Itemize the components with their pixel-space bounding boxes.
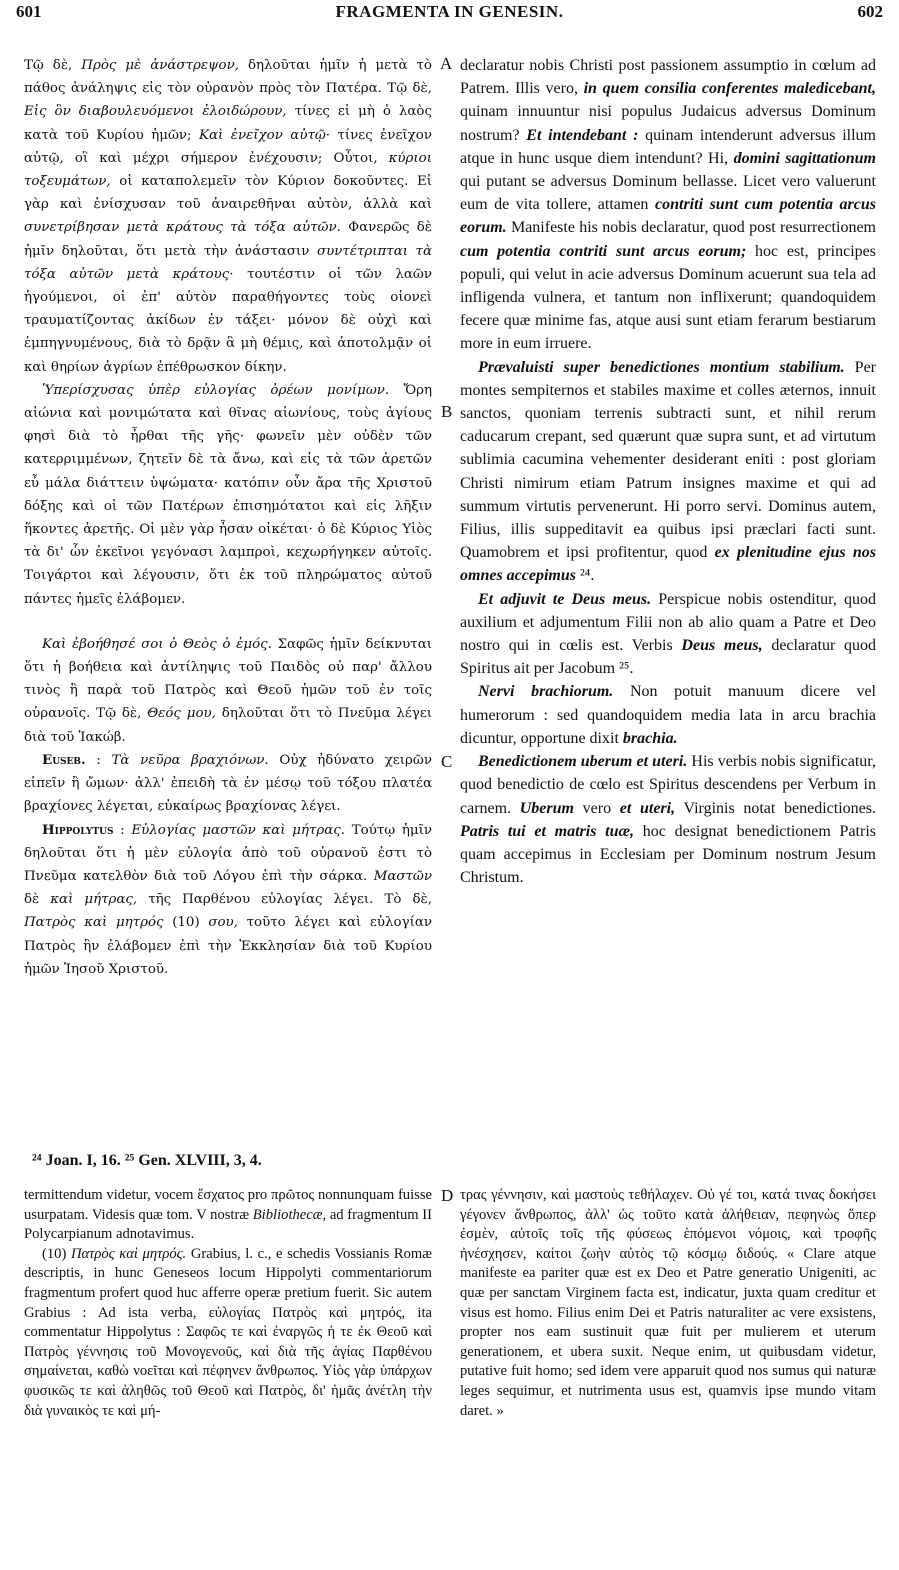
note-paragraph-1: termittendum videtur, vocem ἔσχατος pro πρῶτος nonnunquam fuisse usurpatam. Videsis quæ tom. V nostræ Bibliothecæ, ad fragmentum II Polycarpianum adnotavimus. [24,1187,432,1243]
latin-paragraph-3: Et adjuvit te Deus meus. Perspicue nobis ostenditur, quod auxilium et adjumentum Filii non ab alio quam a Patre et Deo nostro qui in cœlis est. Verbis Deus meus, declaratur quod Spiritus ait per Jacobum ²⁵. [460,590,876,678]
footnote-references: ²⁴ Joan. I, 16. ²⁵ Gen. XLVIII, 3, 4. [32,1152,262,1169]
latin-column [460,54,876,1124]
page-number-left: 601 [16,2,42,21]
latin-paragraph-1: declaratur nobis Christi post passionem assumptio in cœlum ad Patrem. Illis vero, in quem consilia conferentes maledicebant, quinam innuuntur nisi populus Judaicus adversus Dominum nostrum? Et intendebant : quinam intenderunt adversus illum atque in hunc usque diem intendunt? Hi, domini sagittationum qui putant se adversus Dominum bellasse. Licet vero valuerunt eum de vita tollere, attamen contriti sunt cum potentia arcus eorum. Manifeste his nobis declaratur, quod post resurrectionem cum potentia contriti sunt arcus eorum; hoc est, principes populi, qui velut in acie adversus Dominum acuerunt sua tela ad infligenda vulnera, et tantum non inflixerunt; quandoquidem fecere quæ minime fas, atque ausi sunt etiam ferarum bestiarum more in eum irruere. [460,57,876,353]
latin-paragraph-2: Prævaluisti super benedictiones montium stabilium. Per montes sempiternos et stabiles maxime et colles æternos, innuit sanctos, quoniam terrenis subtracti sunt, et nihil rerum caducarum crepant, sed quærunt quæ supra sunt, et ad virtutum sublimia cacumina vehementer desiderant eniti : post gloriam Christi nimirum etiam Patrum insignes maxime et qui ad summum virtutis pervenerunt. Hi porro servi. Dominus autem, Filius, illis suppeditavit ea quibus ipsi præclari facti sunt. Quamobrem et ipsi profitentur, quod ex plenitudine ejus nos omnes accepimus ²⁴. [460,358,876,585]
margin-letter-d: D [441,1186,454,1205]
page-number-right: 602 [857,2,883,21]
latin-paragraph-4: Nervi brachiorum. Non potuit manuum dicere vel humerorum : sed quandoquidem media lata in arcu brachia dicuntur, opportune dixit brachia. [460,683,876,747]
margin-letter-c: C [441,752,453,771]
running-title: FRAGMENTA IN GENESIN. [335,2,564,21]
greek-paragraph-4: Euseb. : Τὰ νεῦρα βραχιόνων. Οὐχ ἠδύνατο χειρῶν εἰπεῖν ἢ ὤμων· ἀλλ' ἐπειδὴ τὰ ἐν μέσῳ τοῦ τόξου πλατέα βραχίονες λέγεται, εὐκαίρως βραχίονας λέγει. [24,751,432,815]
running-header [16,2,883,24]
notes-right-column [460,1186,876,1506]
greek-paragraph-1: Τῷ δὲ, Πρὸς μὲ ἀνάστρεψον, δηλοῦται ἡμῖν ἡ μετὰ τὸ πάθος ἀνάληψις εἰς τὸν οὐρανὸν πρὸς τὸν Πατέρα. Τῷ δὲ, Εἰς ὃν διαβουλευόμενοι ἐλοιδώρουν, τίνες εἰ μὴ ὁ λαὸς κατὰ τοῦ Κυρίου ἡμῶν; Καὶ ἐνεῖχον αὐτῷ· τίνες ἐνεῖχον αὐτῷ, οἳ καὶ μέχρι σήμερον ἐνέχουσιν; Οὗτοι, κύριοι τοξευμάτων, οἱ καταπολεμεῖν τὸν Κύριον δοκοῦντες. Εἰ γὰρ καὶ ἐνίσχυσαν τοῦ ἀναιρεθῆναι αὐτὸν, ἀλλὰ καὶ συνετρίβησαν μετὰ κράτους τὰ τόξα αὐτῶν. Φανερῶς δὲ ἡμῖν δηλοῦται, ὅτι μετὰ τὴν ἀνάστασιν συντέτριπται τὰ τόξα αὐτῶν μετὰ κράτους· τουτέστιν οἱ τῶν λαῶν ἡγούμενοι, οἱ ἐπ' αὐτὸν παραθήγοντες τοὺς οἱονεὶ τραυματίζοντας ἀκίδων ἐν τάξει· μόνον δὲ οὐχὶ καὶ ἐμπηγνυμένους, διὰ τὸ δρᾷν ἃ μὴ θέμις, καὶ ἀποτολμᾷν οἱ καὶ θηρίων ἀγρίων ἐπέθρωσκον δίκην. [24,58,432,375]
note-paragraph-10: (10) Πατρὸς καὶ μητρός. Grabius, l. c., e schedis Vossianis Romæ descriptis, in hunc Geneseos locum Hippolyti commentariorum fragmentum profert quod huc afferre operæ pretium fuerit. Sic autem Grabius : Ad ista verba, εὐλογίας Πατρὸς καὶ μητρός, ita commentatur Hippolytus : Σαφῶς τε καὶ ἐναργῶς ἡ τε ἐκ Θεοῦ καὶ Πατρὸς γέννησις τοῦ Μονογενοῦς, καὶ διὰ τῆς ἁγίας Παρθένου σημαίνεται, καθὼ νοεῖται καὶ πέφηνεν ἄνθρωπος. Υἱὸς γὰρ ὑπάρχων φυσικῶς τε καὶ ἀληθῶς τοῦ Θεοῦ καὶ Πατρὸς, δι' ἡμᾶς ἀνέτλη τὴν διὰ γυναικὸς τε καὶ μή- [24,1245,432,1419]
margin-letter-a: A [440,54,453,73]
note-paragraph-continued: τρας γέννησιν, καὶ μαστοὺς τεθήλαχεν. Οὐ γέ τοι, κατά τινας δοκήσει γέγονεν ἄνθρωπος, ἀλλ' ὡς τοῦτο κατὰ ἀλήθειαν, πεφηνὼς ὅπερ ἐσμὲν, αὐτοῖς τοῖς τῆς φύσεως ἑπόμενοι νόμοις, καὶ τροφῆς ἠνέσχησεν, καίτοι ζωὴν αὐτὸς τῷ κόσμῳ διδούς. « Clare atque manifeste ea pariter quæ est ex Deo et Patre generatio Unigeniti, ac quæ per sanctam Virginem facta est, indicatur, juxta quam creditur et visus est homo. Filius enim Dei et Patris naturaliter ac vere exsistens, propter nos eam sustinuit quæ fuit per mulierem et uterum generationem, et ubera suxit. Neque enim, ut quibusdam videtur, putative fuit homo; sed idem vere apparuit quod nos sumus qui naturæ leges sequimur, et nutrimenta usus est, quamvis ipse mundo vitam daret. » [460,1187,876,1419]
greek-paragraph-5: Hippolytus : Εὐλογίας μαστῶν καὶ μήτρας. Τούτῳ ἡμῖν δηλοῦται ὅτι ἡ μὲν εὐλογία ἀπὸ τοῦ οὐρανοῦ ἐστι τὸ Πνεῦμα κατελθὸν διὰ τοῦ Λόγου ἐπὶ τὴν σάρκα. Μαστῶν δὲ καὶ μήτρας, τῆς Παρθένου εὐλογίας λέγει. Τὸ δὲ, Πατρὸς καὶ μητρός (10) σου, τοῦτο λέγει καὶ εὐλογίαν Πατρὸς ἣν ἐλάβομεν ἐπὶ τὴν Ἐκκλησίαν διὰ τοῦ Κυρίου ἡμῶν Ἰησοῦ Χριστοῦ. [24,821,432,977]
greek-column [24,54,432,1144]
notes-left-column [24,1186,432,1558]
greek-paragraph-2: Ὑπερίσχυσας ὑπὲρ εὐλογίας ὀρέων μονίμων. Ὄρη αἰώνια καὶ μονιμώτατα καὶ θῖνας αἰωνίους, τοὺς ἁγίους φησὶ διὰ τὸ ἦρθαι τῆς γῆς· φωνεῖν μὲν οὐδὲν τῶν κατερριμμένων, ζητεῖν δὲ τὰ ἄνω, καὶ εἰς τὰ τῶν ἀρετῶν εὖ μάλα διάττειν ὑψώματα· κατόπιν οὖν ἄρα τῆς Χριστοῦ δόξης καὶ οἱ τῶν Πατέρων ἐπισημότατοι καὶ εἰς λῆξιν ἥκοντες ἀρετῆς. Οἱ μὲν γὰρ ἦσαν οἰκέται· ὁ δὲ Κύριος Υἱὸς τὰ δι' ὧν ἐκεῖνοι γεγόνασι λαμπροὶ, κεχωρήγηκεν αὐτοῖς. Τοιγάρτοι καὶ λέγουσιν, ὅτι ἐκ τοῦ πληρώματος αὐτοῦ πάντες ἡμεῖς ἐλάβομεν. [24,382,432,607]
margin-letter-b: B [441,402,453,421]
greek-paragraph-3: Καὶ ἐβοήθησέ σοι ὁ Θεὸς ὁ ἐμός. Σαφῶς ἡμῖν δείκνυται ὅτι ἡ βοήθεια καὶ ἀντίληψις τοῦ Παιδὸς οὐ παρ' ἄλλου τινὸς ἢ παρὰ τοῦ Πατρὸς καὶ Θεοῦ ἡμῶν τοῦ ἐν τοῖς οὐρανοῖς. Τῷ δὲ, Θεός μου, δηλοῦται ὅτι τὸ Πνεῦμα λέγει διὰ τοῦ Ἰακώβ. [24,636,432,745]
latin-paragraph-5: Benedictionem uberum et uteri. His verbis nobis significatur, quod benedictio de cœlo est Spiritus descendens per Verbum in carnem. Uberum vero et uteri, Virginis notat benedictiones. Patris tui et matris tuæ, hoc designat benedictionem Patris quam accepimus in Ecclesiam per Dominum nostrum Jesum Christum. [460,753,876,887]
